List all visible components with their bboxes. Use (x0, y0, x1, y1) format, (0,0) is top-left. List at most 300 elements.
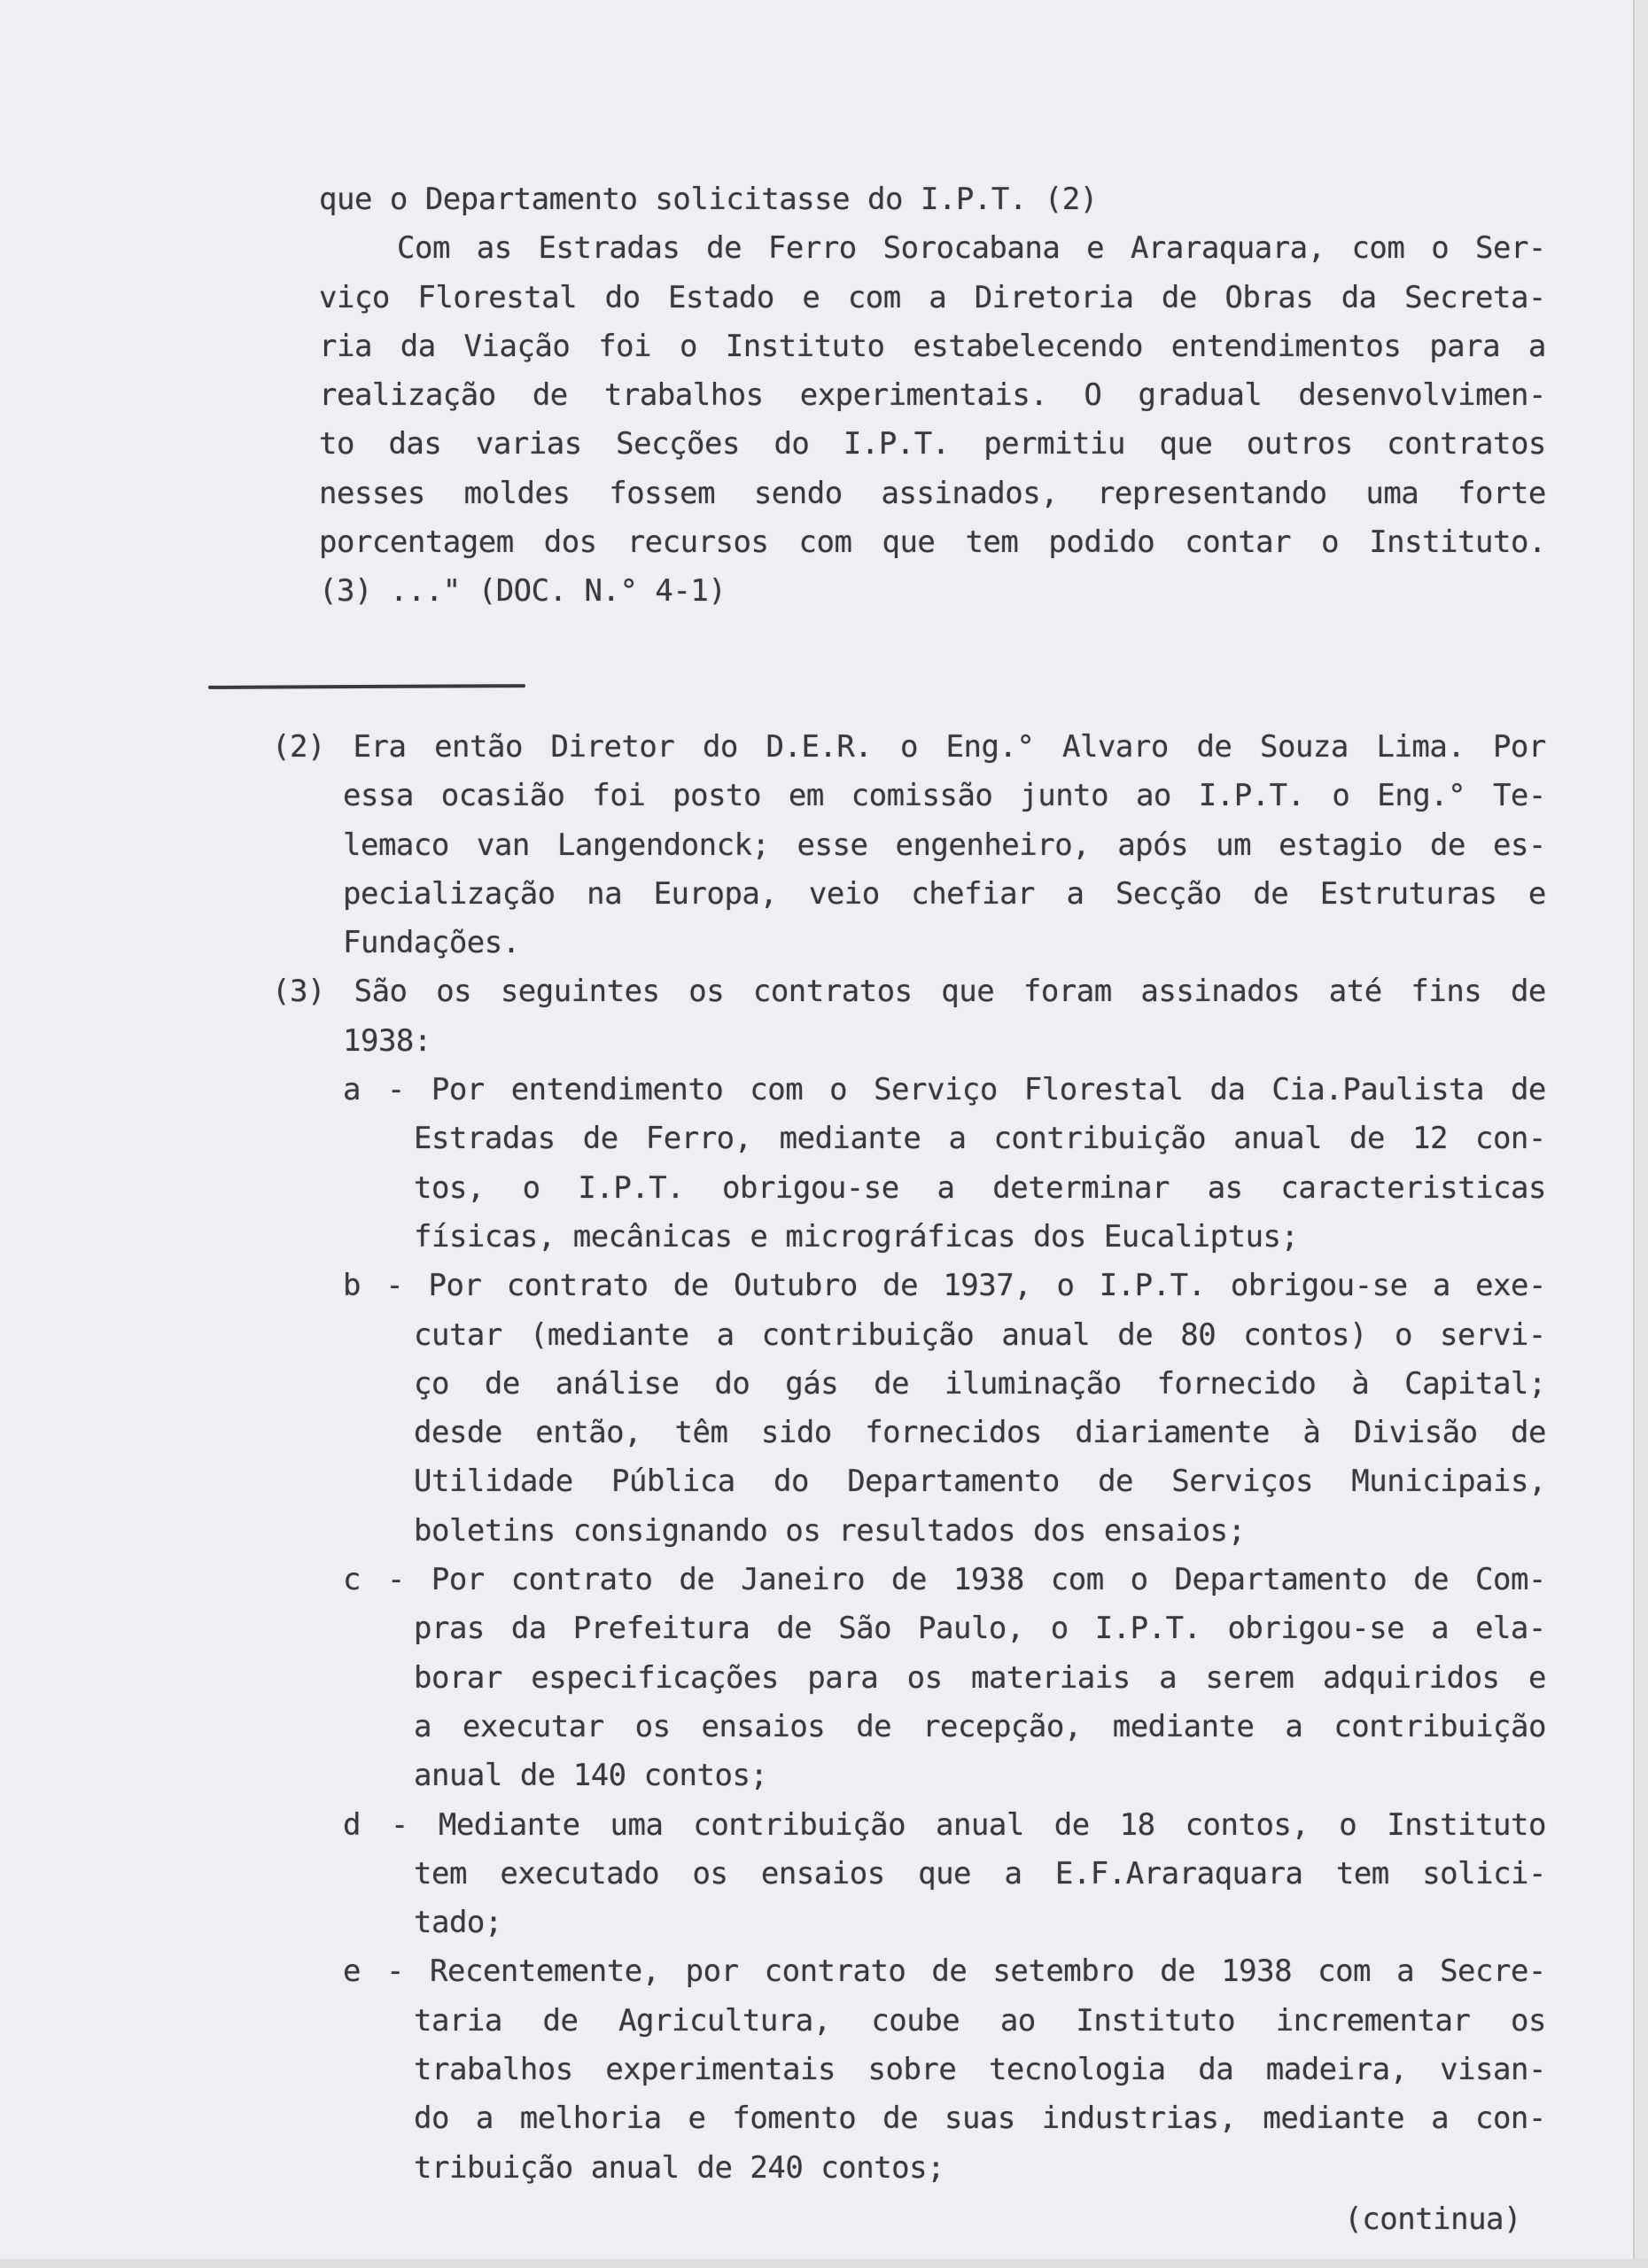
word: de (679, 1562, 715, 1598)
word: exe- (1475, 1268, 1546, 1304)
body-text-block (319, 175, 1546, 617)
text-line: boletins consignando os resultados dos ensaios; (414, 1512, 1246, 1549)
word: entendimento (510, 1072, 724, 1108)
word: Langendonck; (556, 827, 770, 863)
word: - (385, 1268, 404, 1304)
word: e (1086, 230, 1105, 267)
word: Capital; (1404, 1365, 1546, 1402)
word: de (1510, 974, 1546, 1010)
word: d (343, 1806, 361, 1843)
footnotes-block (272, 723, 1546, 2193)
word: de (882, 2101, 919, 2137)
word: trabalhos (603, 377, 764, 414)
word: anual (1233, 1121, 1322, 1157)
word: Obras (1224, 279, 1314, 315)
word: a (1066, 875, 1084, 912)
word: então, (535, 1415, 642, 1451)
word: um (1216, 827, 1252, 863)
word: Departamento (847, 1464, 1060, 1500)
word: a (1396, 1953, 1415, 1990)
word: assinados (1140, 974, 1301, 1010)
word: Ferro, (645, 1121, 752, 1157)
word: os (688, 974, 725, 1010)
word: de (874, 1365, 910, 1402)
word: e (1528, 875, 1546, 912)
word: de (1413, 1562, 1450, 1598)
word: Instituto (725, 328, 885, 364)
word: Janeiro (741, 1562, 866, 1598)
word: recursos (626, 524, 769, 561)
word: - (386, 1953, 404, 1990)
word: a (948, 1121, 967, 1157)
word: I.P.T. (843, 426, 950, 462)
word: - (386, 1072, 405, 1108)
word: Sorocabana (882, 230, 1061, 267)
word: Europa, (653, 875, 778, 912)
word: obrigou-se (1230, 1268, 1408, 1304)
word: 1937, (943, 1268, 1032, 1304)
word: Outubro (734, 1268, 858, 1304)
word: de (532, 377, 568, 414)
word: o (1431, 230, 1450, 267)
word: executar (462, 1708, 604, 1744)
text-line (414, 1457, 1546, 1506)
word: contribuição (761, 1317, 975, 1353)
word: suas (944, 2101, 1015, 2137)
word: outros (1246, 426, 1353, 462)
word: com (798, 524, 852, 561)
word: desenvolvimen- (1298, 377, 1546, 414)
word: os (436, 974, 472, 1010)
word: de (1196, 729, 1232, 765)
word: van (476, 827, 530, 863)
word: após (1117, 827, 1189, 863)
word: os (906, 1659, 943, 1696)
word: lemaco (343, 827, 449, 863)
text-line (343, 1262, 1546, 1310)
word: fomento (732, 2101, 857, 2137)
word: das (388, 426, 442, 462)
word: a (1285, 1708, 1303, 1744)
word: do (773, 426, 810, 462)
word: executado (500, 1855, 660, 1891)
word: o (1321, 524, 1340, 561)
word: Com- (1475, 1562, 1546, 1598)
word: - (386, 1562, 405, 1598)
word: coube (871, 2002, 960, 2039)
word: Serviços (1171, 1464, 1314, 1500)
text-line (272, 967, 1546, 1016)
word: de (706, 230, 742, 267)
text-line (414, 1997, 1546, 2046)
word: recepção, (922, 1708, 1082, 1744)
word: em (788, 778, 824, 814)
word: têm (674, 1415, 728, 1451)
word: I.P.T. (1094, 1611, 1201, 1647)
word: de (931, 1953, 968, 1990)
word: experimentais. (799, 377, 1048, 414)
word: Serviço (874, 1072, 998, 1108)
text-line (414, 1311, 1546, 1360)
word: pecialização (343, 875, 556, 912)
word: engenheiro, (895, 827, 1091, 863)
word: assinados, (881, 475, 1059, 511)
word: o (1332, 778, 1350, 814)
word: Por (431, 1562, 485, 1598)
word: e (802, 279, 820, 315)
word: taria (414, 2002, 502, 2039)
word: podido (1048, 524, 1155, 561)
word: visan- (1440, 2052, 1546, 2088)
word: anual (935, 1806, 1024, 1843)
word: com (1318, 1953, 1372, 1990)
word: Secreta- (1404, 279, 1546, 315)
page-right-edge (1635, 0, 1648, 2268)
text-line (414, 2094, 1546, 2143)
word: o (1395, 1317, 1413, 1353)
word: pras (414, 1611, 485, 1647)
word: e (343, 1953, 361, 1990)
text-line (414, 1703, 1546, 1751)
word: con- (1474, 1121, 1546, 1157)
word: de (1349, 1121, 1385, 1157)
word: representando (1096, 475, 1327, 511)
word: 80 (1180, 1317, 1217, 1353)
word: o (1056, 1268, 1075, 1304)
word: (mediante (529, 1317, 689, 1353)
word: contos, (1185, 1806, 1310, 1843)
word: de (882, 1268, 919, 1304)
word: Estradas (414, 1121, 556, 1157)
word: adquiridos (1322, 1659, 1500, 1696)
word: comissão (851, 778, 993, 814)
word: forte (1458, 475, 1546, 511)
word: que (1159, 426, 1213, 462)
word: desde (414, 1415, 502, 1451)
word: que (918, 1855, 972, 1891)
word: to (319, 426, 354, 462)
word: Alvaro (1062, 729, 1169, 765)
word: a (1432, 1268, 1450, 1304)
word: Recentemente, (430, 1953, 660, 1990)
word: a (343, 1072, 361, 1108)
word: com (1351, 230, 1405, 267)
word: - (390, 1806, 408, 1843)
word: viço (319, 279, 390, 315)
word: de (1117, 1317, 1154, 1353)
word: gradual (1138, 377, 1263, 414)
word: ela- (1474, 1611, 1546, 1647)
word: I.P.T. (1198, 778, 1305, 814)
word: Instituto (1387, 1806, 1546, 1843)
word: Era (353, 729, 407, 765)
word: a (716, 1317, 735, 1353)
word: porcentagem (319, 524, 514, 561)
word: contos) (1243, 1317, 1367, 1353)
word: Diretor (550, 729, 675, 765)
word: ria (319, 328, 372, 364)
word: à (1302, 1415, 1321, 1451)
word: do (414, 2101, 449, 2137)
word: varias (475, 426, 582, 462)
word: de (1429, 827, 1465, 863)
word: Ferro (767, 230, 857, 267)
text-line (343, 1066, 1546, 1115)
word: a (929, 279, 947, 315)
word: seguintes (500, 974, 660, 1010)
word: Utilidade (414, 1464, 573, 1500)
word: incrementar (1275, 2002, 1471, 2039)
word: uma (610, 1806, 664, 1843)
word: 1938 (1221, 1953, 1293, 1990)
word: experimentais (605, 2052, 836, 2088)
word: Municipais, (1351, 1464, 1546, 1500)
word: da (400, 328, 436, 364)
word: Agricultura, (618, 2002, 831, 2039)
text-line (414, 1850, 1546, 1899)
word: contribuição (993, 1121, 1207, 1157)
word: do (714, 1365, 750, 1402)
word: estagio (1279, 827, 1403, 863)
word: permitiu (983, 426, 1125, 462)
word: à (1351, 1365, 1370, 1402)
word: determinar (992, 1169, 1170, 1206)
text-line (414, 1164, 1546, 1213)
text-line (319, 518, 1546, 567)
word: diariamente (1075, 1415, 1270, 1451)
word: de (856, 1708, 892, 1744)
word: tem (965, 524, 1019, 561)
word: da (1198, 2052, 1234, 2088)
text-line (343, 1947, 1546, 1996)
word: ao (999, 2002, 1036, 2039)
word: madeira, (1265, 2052, 1408, 2088)
word: da (1209, 1072, 1246, 1108)
text-line (343, 870, 1546, 919)
word: da (510, 1611, 547, 1647)
word: o (679, 328, 697, 364)
text-line (319, 274, 1546, 322)
word: fins (1411, 974, 1482, 1010)
text-line (414, 2046, 1546, 2094)
word: do (773, 1464, 809, 1500)
word: mediante (779, 1121, 921, 1157)
continuation-note (272, 2195, 1546, 2244)
word: ensaios (701, 1708, 826, 1744)
word: especificações (531, 1659, 779, 1696)
word: até (1328, 974, 1382, 1010)
word: a (1431, 1611, 1450, 1647)
word: serem (1205, 1659, 1294, 1696)
word: Viação (463, 328, 571, 364)
text-line (414, 1604, 1546, 1653)
word: sobre (867, 2052, 957, 2088)
word: de (891, 1562, 927, 1598)
word: Araraquara, (1130, 230, 1325, 267)
word: materiais (970, 1659, 1131, 1696)
word: Estruturas (1319, 875, 1497, 912)
word: Pública (610, 1464, 735, 1500)
word: tos, (414, 1169, 485, 1206)
word: Divisão (1353, 1415, 1478, 1451)
word: de (582, 1121, 618, 1157)
text-line (343, 1801, 1546, 1850)
word: de (1510, 1072, 1546, 1108)
word: a (937, 1169, 955, 1206)
word: foi (592, 778, 646, 814)
word: Mediante (438, 1806, 580, 1843)
word: com (750, 1072, 804, 1108)
word: Florestal (417, 279, 578, 315)
word: Estradas (538, 230, 680, 267)
word: de (484, 1365, 520, 1402)
word: mediante (1263, 2101, 1405, 2137)
word: ao (1135, 778, 1171, 814)
word: Estado (668, 279, 774, 315)
word: gás (785, 1365, 839, 1402)
word: o (829, 1072, 848, 1108)
word: a (1004, 1855, 1022, 1891)
word: para (1429, 328, 1501, 364)
word: contar (1185, 524, 1292, 561)
word: Departamento (1174, 1562, 1388, 1598)
word: então (434, 729, 523, 765)
page-bottom-edge (0, 2259, 1648, 2268)
word: do (604, 279, 641, 315)
text-line (414, 1360, 1546, 1409)
word: fossem (609, 475, 716, 511)
word: de (542, 2002, 579, 2039)
word: E.F.Araraquara (1054, 1855, 1303, 1891)
word: o (1130, 1562, 1148, 1598)
word: para (807, 1659, 879, 1696)
text-line (272, 723, 1546, 772)
word: a (414, 1708, 431, 1744)
continuation-text: (continua) (1344, 2202, 1521, 2237)
word: de (1098, 1464, 1134, 1500)
word: essa (343, 778, 414, 814)
word: obrigou-se (1227, 1611, 1405, 1647)
word: contrato (764, 1953, 906, 1990)
word: Instituto (1076, 2002, 1236, 2039)
word: fornecidos (865, 1415, 1042, 1451)
text-line: (3) ..." (DOC. N.° 4-1) (319, 573, 727, 610)
word: contrato (510, 1562, 653, 1598)
word: São (354, 974, 408, 1010)
word: na (587, 875, 623, 912)
word: Instituto. (1369, 524, 1546, 561)
word: realização (319, 377, 496, 414)
word: melhoria (519, 2101, 662, 2137)
word: e (1528, 1659, 1546, 1696)
word: I.P.T. (578, 1169, 685, 1206)
word: fornecido (1156, 1365, 1317, 1402)
text-line (319, 322, 1546, 371)
word: com (847, 279, 901, 315)
word: 1938 (952, 1562, 1024, 1598)
word: com (1050, 1562, 1104, 1598)
text-line (343, 821, 1546, 870)
word: os (692, 1855, 728, 1891)
word: contratos (752, 974, 913, 1010)
word: borar (414, 1659, 502, 1696)
word: Ser- (1475, 230, 1546, 267)
word: a (1431, 2101, 1450, 2137)
word: da (1341, 279, 1377, 315)
word: caracteristicas (1280, 1169, 1546, 1206)
word: a (1159, 1659, 1178, 1696)
word: Secções (616, 426, 740, 462)
word: tem (1335, 1855, 1389, 1891)
word: contratos (1387, 426, 1546, 462)
word: I.P.T. (1099, 1268, 1206, 1304)
word: Com (397, 230, 450, 267)
word: ensaios (760, 1855, 885, 1891)
text-line: Fundações. (343, 925, 520, 961)
word: (2) (272, 729, 325, 765)
word: São (838, 1611, 892, 1647)
word: entendimentos (1170, 328, 1402, 364)
word: industrias, (1041, 2101, 1237, 2137)
word: obrigou-se (722, 1169, 899, 1206)
word: análise (555, 1365, 680, 1402)
word: con- (1474, 2101, 1546, 2137)
word: Cia.Paulista (1271, 1072, 1484, 1108)
word: que (882, 524, 936, 561)
text-line (319, 470, 1546, 518)
word: cutar (414, 1317, 502, 1353)
word: foram (1022, 974, 1112, 1010)
word: dos (543, 524, 597, 561)
word: Secção (1115, 875, 1222, 912)
word: ço (414, 1365, 449, 1402)
word: iluminação (944, 1365, 1122, 1402)
footnote-divider (208, 684, 525, 689)
word: solici- (1422, 1855, 1546, 1891)
word: setembro (992, 1953, 1135, 1990)
word: de (776, 1611, 812, 1647)
text-line (397, 224, 1546, 273)
word: e (688, 2101, 706, 2137)
text-line: que o Departamento solicitasse do I.P.T. (2) (319, 182, 1098, 217)
word: a (1528, 328, 1546, 364)
word: ocasião (440, 778, 565, 814)
word: os (1511, 2002, 1546, 2039)
word: b (343, 1268, 361, 1304)
word: es- (1492, 827, 1546, 863)
word: servi- (1440, 1317, 1546, 1353)
word: Prefeitura (572, 1611, 750, 1647)
text-line (319, 420, 1546, 469)
word: contribuição (693, 1806, 906, 1843)
word: do (702, 729, 738, 765)
word: Florestal (1023, 1072, 1184, 1108)
word: 18 (1119, 1806, 1155, 1843)
word: Souza (1260, 729, 1349, 765)
word: Diretoria (974, 279, 1134, 315)
word: o (522, 1169, 540, 1206)
word: Por (1492, 729, 1546, 765)
word: de (1511, 1415, 1546, 1451)
text-line (343, 1556, 1546, 1604)
word: mediante (1112, 1708, 1255, 1744)
word: anual (1001, 1317, 1091, 1353)
word: esse (797, 827, 868, 863)
word: O (1084, 377, 1102, 414)
word: (3) (272, 974, 325, 1010)
word: veio (808, 875, 880, 912)
word: o (899, 729, 918, 765)
